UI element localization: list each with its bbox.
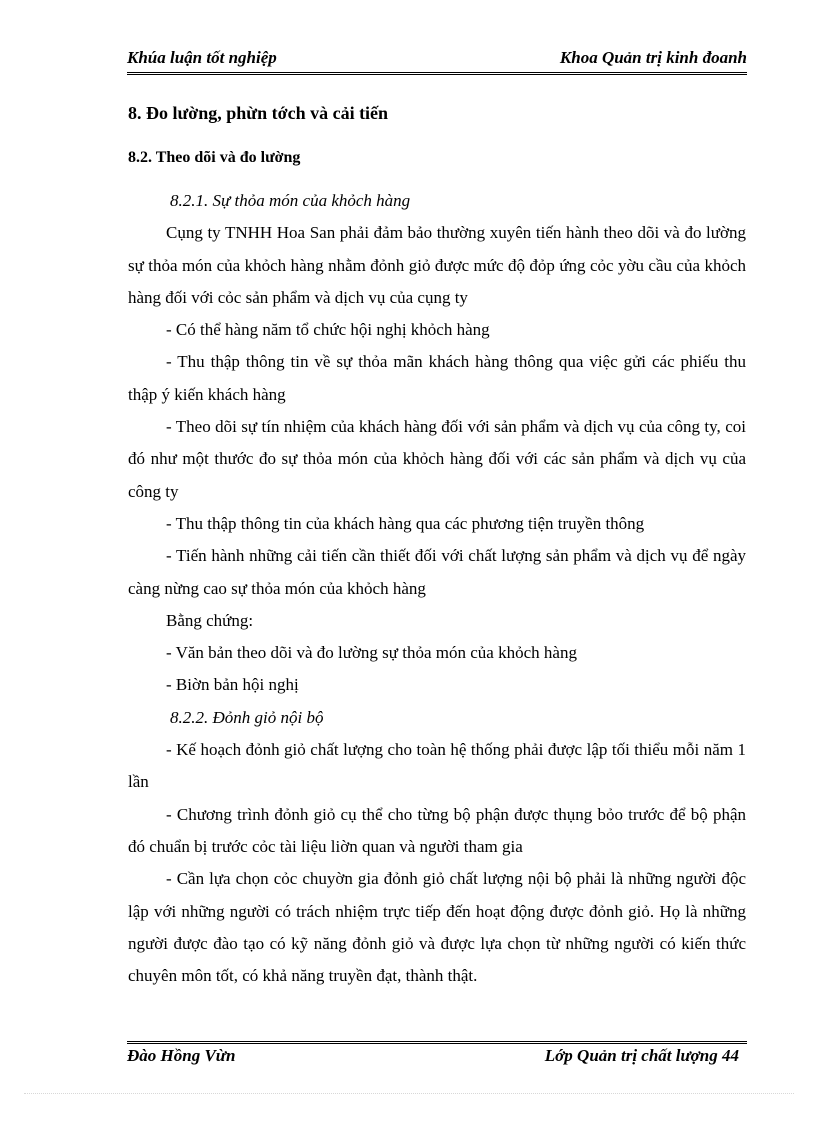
page-footer	[127, 1046, 747, 1070]
bullet-item: - Theo dõi sự tín nhiệm của khách hàng đối với sản phẩm và dịch vụ của công ty, coi đó như một thước đo sự thỏa món của khỏch hàng đối với các sản phẩm và dịch vụ của công ty	[128, 417, 746, 501]
subsection-title: 8.2. Theo dõi và đo lường	[128, 149, 301, 166]
sub-heading: 8.2.1. Sự thỏa món của khỏch hàng	[170, 191, 411, 210]
bullet-item: - Thu thập thông tin về sự thỏa mãn khách hàng thông qua việc gửi các phiếu thu thập ý kiến khách hàng	[128, 352, 746, 404]
bullet-item: - Cần lựa chọn cỏc chuyờn gia đỏnh giỏ chất lượng nội bộ phải là những người độc lập với những người có trách nhiệm trực tiếp đến hoạt động được đỏnh giỏ. Họ là những người được đào tạo có kỹ năng đỏnh giỏ và được lựa chọn từ những người có kiến thức chuyên môn tốt, có khả năng truyền đạt, thành thật.	[128, 869, 746, 986]
bullet-item: - Văn bản theo dõi và đo lường sự thỏa món của khỏch hàng	[166, 643, 577, 663]
header-left-text: Khúa luận tốt nghiệp	[127, 48, 277, 67]
footer-left-text: Đào Hồng Vừn	[127, 1046, 236, 1065]
footer-right-text: Lớp Quản trị chất lượng 44	[544, 1046, 739, 1065]
bullet-item: - Có thể hàng năm tổ chức hội nghị khỏch hàng	[166, 320, 490, 340]
bullet-item: - Tiến hành những cải tiến cần thiết đối với chất lượng sản phẩm và dịch vụ để ngày càng nừng cao sự thỏa món của khỏch hàng	[128, 546, 746, 598]
header-right-text: Khoa Quản trị kinh đoanh	[559, 48, 747, 67]
page-header	[127, 48, 747, 72]
paragraph: Cụng ty TNHH Hoa San phải đảm bảo thường xuyên tiến hành theo dõi và đo lường sự thỏa món của khỏch hàng nhằm đỏnh giỏ được mức độ đỏp ứng cỏc yờu cầu của khỏch hàng đối với cỏc sản phẩm và dịch vụ của cụng ty	[128, 223, 746, 307]
bullet-item: - Kế hoạch đỏnh giỏ chất lượng cho toàn hệ thống phải được lập tối thiểu mỗi năm 1 lần	[128, 740, 746, 792]
bullet-item: - Thu thập thông tin của khách hàng qua các phương tiện truyền thông	[166, 513, 645, 533]
paragraph: Bằng chứng:	[166, 610, 254, 630]
header-rule	[127, 72, 747, 75]
sub-heading: 8.2.2. Đỏnh giỏ nội bộ	[170, 707, 324, 727]
page-bottom-divider	[24, 1093, 794, 1094]
bullet-item: - Biờn bản hội nghị	[166, 675, 299, 695]
section-title: 8. Đo lường, phừn tớch và cải tiến	[128, 103, 389, 123]
bullet-item: - Chương trình đỏnh giỏ cụ thể cho từng bộ phận được thụng bỏo trước để bộ phận đó chuẩn bị trước cỏc tài liệu liờn quan và người tham gia	[128, 804, 746, 856]
body-text	[128, 185, 746, 992]
footer-rule	[127, 1041, 747, 1044]
